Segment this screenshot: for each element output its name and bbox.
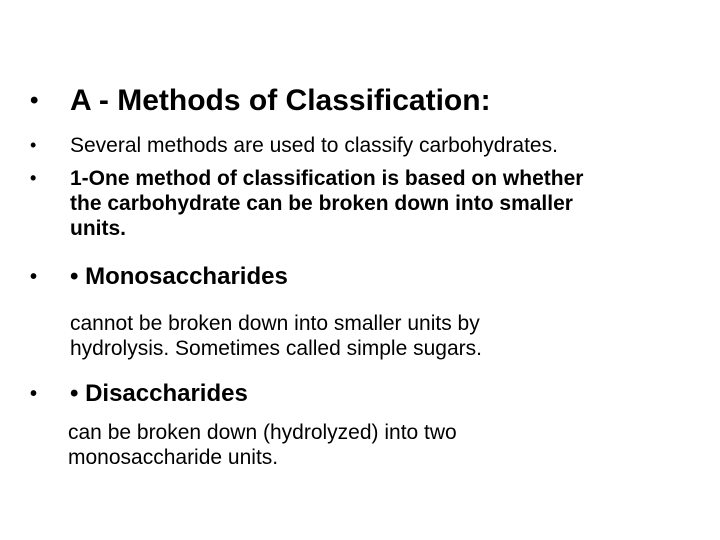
classification-line: the carbohydrate can be broken down into smaller xyxy=(70,192,573,215)
bullet-icon: • xyxy=(30,135,37,155)
classification-line: 1-One method of classification is based on whether xyxy=(70,167,584,190)
methods-text: Several methods are used to classify carbohydrates. xyxy=(70,134,558,157)
disaccharides-title: • Disaccharides xyxy=(70,380,248,407)
bullet-item-classification xyxy=(30,166,690,246)
description-line: hydrolysis. Sometimes called simple sugars. xyxy=(70,337,482,360)
description-line: monosaccharide units. xyxy=(68,446,279,469)
disaccharides-description xyxy=(68,420,457,470)
classification-line: units. xyxy=(70,217,126,240)
bullet-item-monosaccharides xyxy=(30,261,690,295)
bullet-item-methods xyxy=(30,133,690,159)
slide-heading: A - Methods of Classification: xyxy=(70,84,491,117)
monosaccharides-description xyxy=(70,311,482,361)
monosaccharides-title: • Monosaccharides xyxy=(70,263,288,290)
heading-item xyxy=(30,84,690,124)
description-line: can be broken down (hydrolyzed) into two xyxy=(68,421,457,444)
bullet-icon: • xyxy=(30,266,38,288)
bullet-icon: • xyxy=(30,168,37,188)
bullet-icon: • xyxy=(30,87,39,114)
bullet-item-disaccharides xyxy=(30,378,690,412)
classification-text xyxy=(70,166,583,241)
description-line: cannot be broken down into smaller units by xyxy=(70,312,480,335)
bullet-icon: • xyxy=(30,383,38,405)
